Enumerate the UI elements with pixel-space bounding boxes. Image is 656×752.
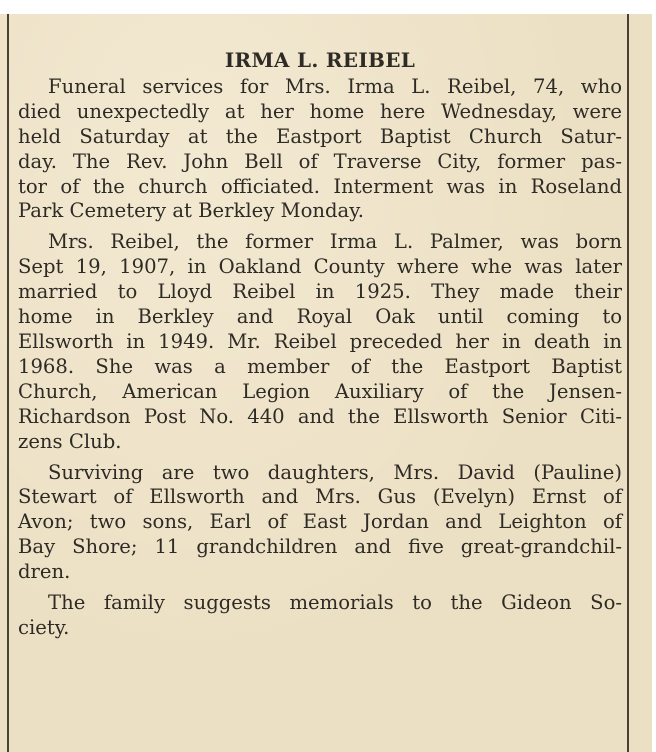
article-line: Richardson Post No. 440 and the Ellsworth Senior Citi- — [18, 404, 622, 428]
article-line: Park Cemetery at Berkley Monday. — [18, 199, 364, 223]
article-line: home in Berkley and Royal Oak until coming to — [18, 305, 622, 329]
article-line: Avon; two sons, Earl of East Jordan and Leighton of — [18, 510, 622, 534]
article-line: tor of the church officiated. Interment was in Roseland — [18, 174, 622, 198]
newspaper-clipping — [0, 14, 652, 752]
article-line: Surviving are two daughters, Mrs. David (Pauline) — [48, 460, 622, 484]
paragraph-survivors — [18, 461, 622, 586]
article-headline: IRMA L. REIBEL — [224, 48, 416, 72]
article-line: Bay Shore; 11 grandchildren and five great-grandchil- — [18, 535, 622, 559]
article-line: Funeral services for Mrs. Irma L. Reibel, 74, who — [48, 74, 622, 98]
article-line: Sept 19, 1907, in Oakland County where whe was later — [18, 255, 622, 279]
paragraph-memorials — [18, 591, 622, 641]
article-line: died unexpectedly at her home here Wednesday, were — [18, 99, 622, 123]
article-line: Church, American Legion Auxiliary of the Jensen- — [18, 379, 622, 403]
article-line: Mrs. Reibel, the former Irma L. Palmer, was born — [48, 230, 622, 254]
column-rule-right — [627, 14, 629, 752]
article-line: The family suggests memorials to the Gideon So- — [48, 591, 622, 615]
paragraph-services — [18, 75, 622, 224]
article-line: Stewart of Ellsworth and Mrs. Gus (Evelyn) Ernst of — [18, 485, 622, 509]
article-line: dren. — [18, 560, 71, 584]
article-line: zens Club. — [18, 429, 122, 453]
article-line: held Saturday at the Eastport Baptist Church Satur- — [18, 124, 622, 148]
paragraph-biography — [18, 230, 622, 454]
article-line: ciety. — [18, 615, 70, 639]
column-rule-left — [7, 14, 9, 752]
article-line: 1968. She was a member of the Eastport Baptist — [18, 354, 622, 378]
article-line: day. The Rev. John Bell of Traverse City, former pas- — [18, 149, 622, 173]
article-line: married to Lloyd Reibel in 1925. They made their — [18, 280, 622, 304]
obituary-article — [18, 48, 622, 647]
article-line: Ellsworth in 1949. Mr. Reibel preceded her in death in — [18, 329, 622, 353]
